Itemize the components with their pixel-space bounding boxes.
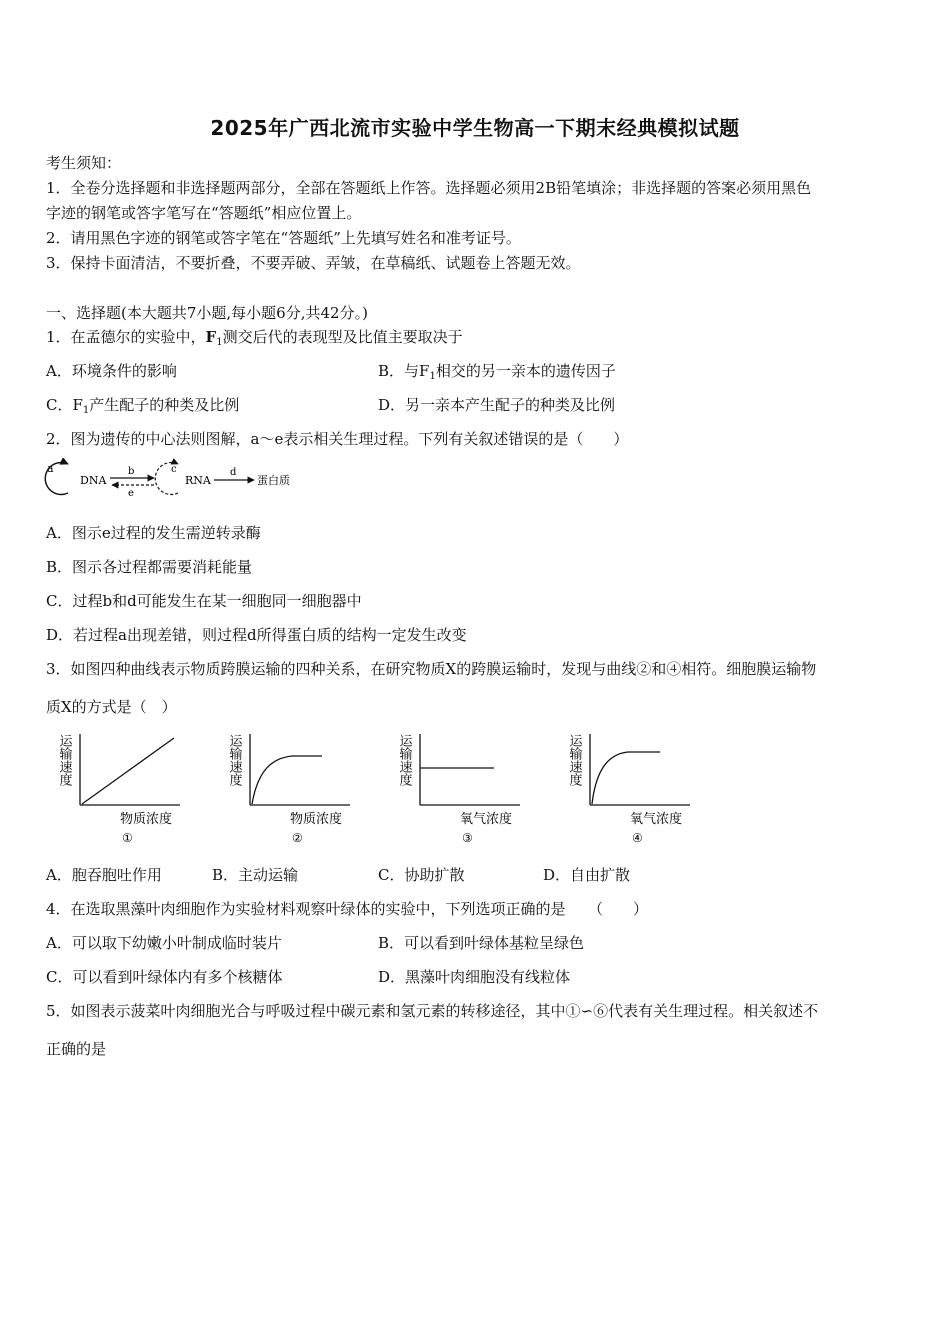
graph-2-curve: [252, 756, 322, 804]
graph-3: [392, 730, 532, 850]
q1-option-b-f: F: [419, 362, 430, 380]
q4-stem: 4．在选取黑藻叶肉细胞作为实验材料观察叶绿体的实验中，下列选项正确的是 （ ）: [46, 900, 649, 918]
q3-stem-line-1: 3．如图四种曲线表示物质跨膜运输的四种关系，在研究物质X的跨膜运输时，发现与曲线②和④相符。细胞膜运输物: [46, 660, 817, 678]
graph-2: [222, 730, 362, 850]
q4-option-a: A．可以取下幼嫩小叶制成临时装片: [46, 934, 282, 952]
notice-heading: 考生须知：: [46, 154, 122, 172]
q1-stem-pre: 1．在孟德尔的实验中，: [46, 328, 206, 346]
q1-option-a: A．环境条件的影响: [46, 362, 177, 380]
q1-stem-post: 测交后代的表现型及比值主要取决于: [222, 328, 463, 346]
notice-item-3: 3．保持卡面清洁，不要折叠，不要弄破、弄皱，在草稿纸、试题卷上答题无效。: [46, 254, 581, 272]
label-b: b: [128, 466, 135, 477]
graph-4: [562, 730, 702, 850]
q4-option-c: C．可以看到叶绿体内有多个核糖体: [46, 968, 283, 986]
q1-option-c-sub: 1: [82, 405, 90, 416]
section-heading: 一、选择题(本大题共7小题,每小题6分,共42分。): [46, 304, 368, 322]
q2-option-d: D．若过程a出现差错，则过程d所得蛋白质的结构一定发生改变: [46, 626, 467, 644]
notice-item-1-line-1: 1．全卷分选择题和非选择题两部分，全部在答题纸上作答。选择题必须用2B铅笔填涂；非选择题的答案必须用黑色: [46, 179, 812, 197]
q1-option-b: [378, 361, 616, 387]
graph-4-number: ④: [632, 831, 643, 845]
label-c: c: [171, 464, 177, 475]
graph-4-curve: [592, 752, 660, 804]
q1-option-c-pre: C．: [46, 396, 73, 414]
q1-stem-sub: 1: [216, 337, 223, 348]
q1-option-c-f: F: [72, 396, 83, 414]
q1-stem-f: F: [205, 328, 217, 346]
q1-stem: [46, 327, 463, 353]
graph-2-xlabel: 物质浓度: [290, 812, 343, 827]
q2-option-b: B．图示各过程都需要消耗能量: [46, 558, 253, 576]
label-a: a: [47, 462, 54, 475]
q4-option-b: B．可以看到叶绿体基粒呈绿色: [378, 934, 585, 952]
q2-stem: 2．图为遗传的中心法则图解，a～e表示相关生理过程。下列有关叙述错误的是（ ）: [46, 430, 629, 448]
q4-option-d: D．黑藻叶肉细胞没有线粒体: [378, 968, 571, 986]
q3-stem-line-2: 质X的方式是（ ）: [46, 698, 177, 716]
graph-3-xlabel: 氧气浓度: [460, 812, 513, 827]
q2-option-c: C．过程b和d可能发生在某一细胞同一细胞器中: [46, 592, 362, 610]
notice-item-2: 2．请用黑色字迹的钢笔或答字笔在“答题纸”上先填写姓名和准考证号。: [46, 229, 521, 247]
q5-stem-line-1: 5．如图表示菠菜叶肉细胞光合与呼吸过程中碳元素和氢元素的转移途径，其中①∽⑥代表有关生理过程。相关叙述不: [46, 1002, 819, 1020]
graph-2-number: ②: [292, 831, 303, 845]
q1-option-b-sub: 1: [429, 371, 436, 382]
graph-1-number: ①: [122, 831, 133, 845]
q3-option-c: C．协助扩散: [378, 866, 465, 884]
q1-option-d: D．另一亲本产生配子的种类及比例: [378, 396, 616, 414]
notice-item-1-line-2: 字迹的钢笔或答字笔写在“答题纸”相应位置上。: [46, 204, 362, 222]
q3-option-b: B．主动运输: [212, 866, 299, 884]
graph-2-ylabel: 运输速度: [226, 734, 242, 786]
q2-option-a: A．图示e过程的发生需逆转录酶: [46, 524, 261, 542]
q1-option-c-post: 产生配子的种类及比例: [89, 396, 240, 414]
label-e: e: [128, 488, 134, 499]
q3-option-d: D．自由扩散: [543, 866, 631, 884]
label-rna: RNA: [185, 474, 211, 487]
label-protein: 蛋白质: [257, 474, 290, 487]
q5-stem-line-2: 正确的是: [46, 1040, 107, 1058]
graph-4-ylabel: 运输速度: [566, 734, 582, 786]
q1-option-b-post: 相交的另一亲本的遗传因子: [435, 362, 616, 380]
central-dogma-diagram: [44, 458, 304, 502]
page-title: 2025年广西北流市实验中学生物高一下期末经典模拟试题: [210, 116, 740, 140]
label-dna: DNA: [80, 474, 107, 487]
graph-1-xlabel: 物质浓度: [120, 812, 173, 827]
q3-option-a: A．胞吞胞吐作用: [46, 866, 162, 884]
graph-3-ylabel: 运输速度: [396, 734, 412, 786]
graph-3-number: ③: [462, 831, 473, 845]
q1-option-c: [46, 395, 239, 421]
graph-1: [52, 730, 192, 850]
graph-4-xlabel: 氧气浓度: [630, 812, 683, 827]
graph-1-curve: [82, 738, 174, 804]
q1-option-b-pre: B．与: [378, 362, 420, 380]
graph-1-ylabel: 运输速度: [56, 734, 72, 786]
label-d: d: [230, 467, 237, 478]
